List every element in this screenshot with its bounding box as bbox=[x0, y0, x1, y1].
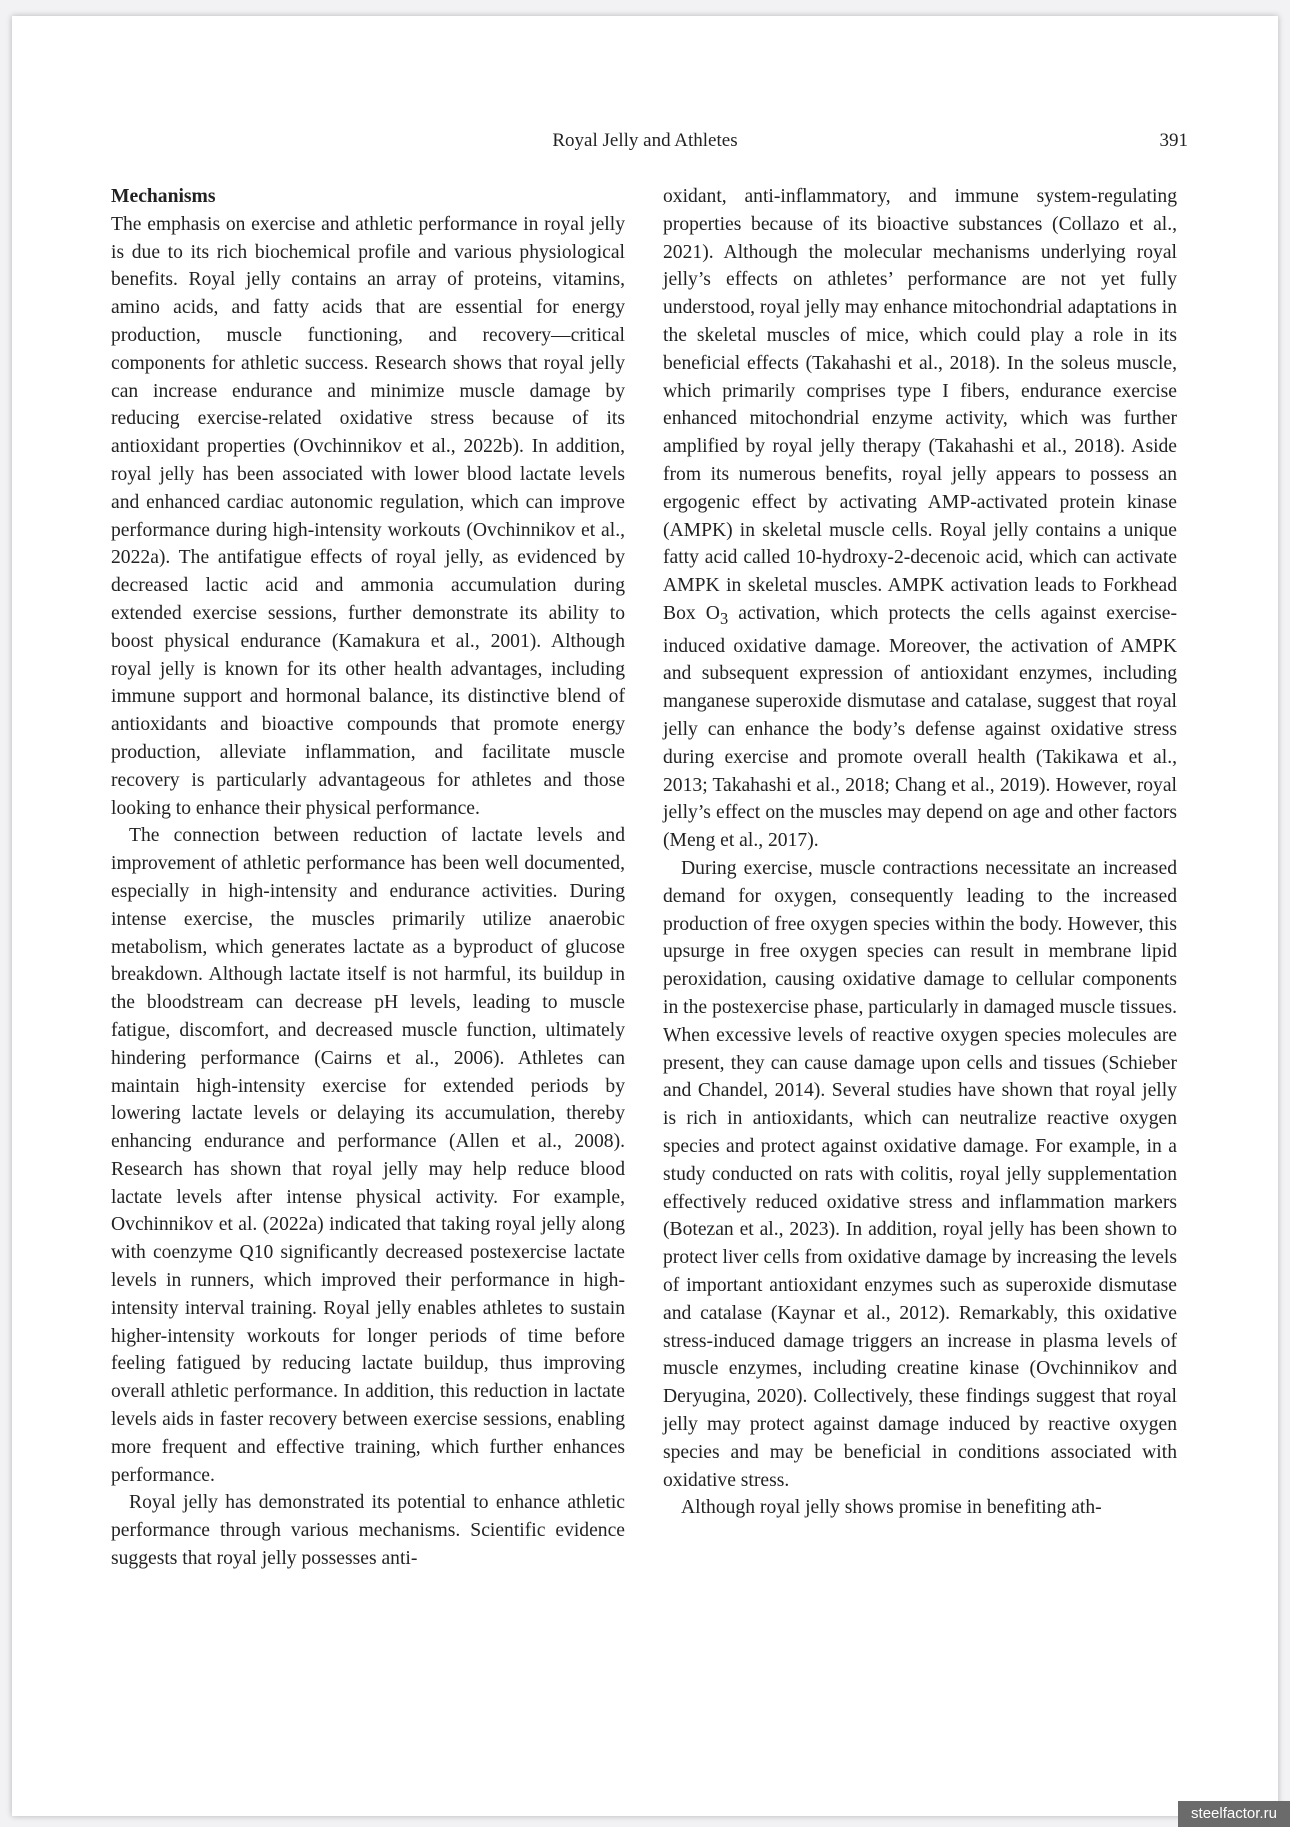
paragraph: The emphasis on exercise and athletic performance in royal jelly is due to its rich biochemical profile and various physiological benefits. Royal jelly contains an array of proteins, vitamins, amino acids, and fatty acids that are essential for energy production, muscle functioning, and recovery—critical components for athletic success. Research shows that royal jelly can increase endurance and minimize muscle damage by reducing exercise-related oxidative stress because of its antioxidant properties (Ovchinnikov et al., 2022b). In addition, royal jelly has been associated with lower blood lactate levels and enhanced cardiac autonomic regulation, which can improve performance during high-intensity workouts (Ovchinnikov et al., 2022a). The antifatigue effects of royal jelly, as evidenced by decreased lactic acid and ammonia accumulation during extended exercise sessions, further demonstrate its ability to boost physical endurance (Kamakura et al., 2001). Although royal jelly is known for its other health advantages, including immune support and hormonal balance, its distinctive blend of antioxidants and bioactive compounds that promote energy production, alleviate inflammation, and facilitate muscle recovery is particularly advantageous for athletes and those looking to enhance their physical performance. bbox=[111, 213, 625, 819]
watermark: steelfactor.ru bbox=[1178, 1801, 1290, 1827]
paragraph bbox=[663, 183, 1177, 855]
subscript: 3 bbox=[719, 608, 729, 628]
document-page bbox=[12, 16, 1278, 1816]
page-number: 391 bbox=[1159, 130, 1188, 151]
paragraph: Although royal jelly shows promise in benefiting ath- bbox=[681, 1497, 1102, 1519]
paragraph-text: oxidant, anti-inflammatory, and immune system-regulating properties because of its bioactive substances (Collazo et al., 2021). Although the molecular mechanisms underlying royal jelly’s effects on athletes’ performance are not yet fully understood, royal jelly may enhance mitochondrial adaptations in the skeletal muscles of mice, which could play a role in its beneficial effects (Takahashi et al., 2018). In the soleus muscle, which primarily comprises type I fibers, endurance exercise enhanced mitochondrial enzyme activity, which was further amplified by royal jelly therapy (Takahashi et al., 2018). Aside from its numerous benefits, royal jelly appears to possess an ergogenic effect by activating AMP-activated protein kinase (AMPK) in skeletal muscle cells. Royal jelly contains a unique fatty acid called 10-hydroxy-2-decenoic acid, which can activate AMPK in skeletal muscles. AMPK activation leads to Forkhead Box O bbox=[663, 186, 1177, 624]
right-column bbox=[663, 183, 1177, 1522]
paragraph: The connection between reduction of lactate levels and improvement of athletic performance has been well documented, especially in high-intensity and endurance activities. During intense exercise, the muscles primarily utilize anaerobic metabolism, which generates lactate as a byproduct of glucose breakdown. Although lactate itself is not harmful, its buildup in the bloodstream can decrease pH levels, leading to muscle fatigue, discomfort, and decreased muscle function, ultimately hindering performance (Cairns et al., 2006). Athletes can maintain high-intensity exercise for extended periods by lowering lactate levels or delaying its accumulation, thereby enhancing endurance and performance (Allen et al., 2008). Research has shown that royal jelly may help reduce blood lactate levels after intense physical activity. For example, Ovchinnikov et al. (2022a) indicated that taking royal jelly along with coenzyme Q10 significantly decreased postexercise lactate levels in runners, which improved their performance in high-intensity interval training. Royal jelly enables athletes to sustain higher-intensity workouts for longer periods of time before feeling fatigued by reducing lactate buildup, thus improving overall athletic performance. In addition, this reduction in lactate levels aids in faster recovery between exercise sessions, enabling more frequent and effective training, which further enhances performance. bbox=[111, 825, 625, 1486]
paragraph-text: activation, which protects the cells against exercise-induced oxidative damage. Moreover, the activation of AMPK and subsequent expression of antioxidant enzymes, including manganese superoxide dismutase and catalase, suggest that royal jelly can enhance the body’s defense against oxidative stress during exercise and promote overall health (Takikawa et al., 2013; Takahashi et al., 2018; Chang et al., 2019). However, royal jelly’s effect on the muscles may depend on age and other factors (Meng et al., 2017). bbox=[663, 602, 1177, 852]
running-title: Royal Jelly and Athletes bbox=[552, 130, 738, 151]
left-column bbox=[111, 183, 625, 1573]
running-head bbox=[12, 129, 1278, 159]
section-heading: Mechanisms bbox=[111, 186, 216, 207]
paragraph: Royal jelly has demonstrated its potential to enhance athletic performance through various mechanisms. Scientific evidence suggests that royal jelly possesses anti- bbox=[111, 1492, 625, 1570]
paragraph: During exercise, muscle contractions necessitate an increased demand for oxygen, consequently leading to the increased production of free oxygen species within the body. However, this upsurge in free oxygen species can result in membrane lipid peroxidation, causing oxidative damage to cellular components in the postexercise phase, particularly in damaged muscle tissues. When excessive levels of reactive oxygen species molecules are present, they can cause damage upon cells and tissues (Schieber and Chandel, 2014). Several studies have shown that royal jelly is rich in antioxidants, which can neutralize reactive oxygen species and protect against oxidative damage. For example, in a study conducted on rats with colitis, royal jelly supplementation effectively reduced oxidative stress and inflammation markers (Botezan et al., 2023). In addition, royal jelly has been shown to protect liver cells from oxidative damage by increasing the levels of important antioxidant enzymes such as superoxide dismutase and catalase (Kaynar et al., 2012). Remarkably, this oxidative stress-induced damage triggers an increase in plasma levels of muscle enzymes, including creatine kinase (Ovchinnikov and Deryugina, 2020). Collectively, these findings suggest that royal jelly may protect against damage induced by reactive oxygen species and may be beneficial in conditions associated with oxidative stress. bbox=[663, 858, 1177, 1491]
